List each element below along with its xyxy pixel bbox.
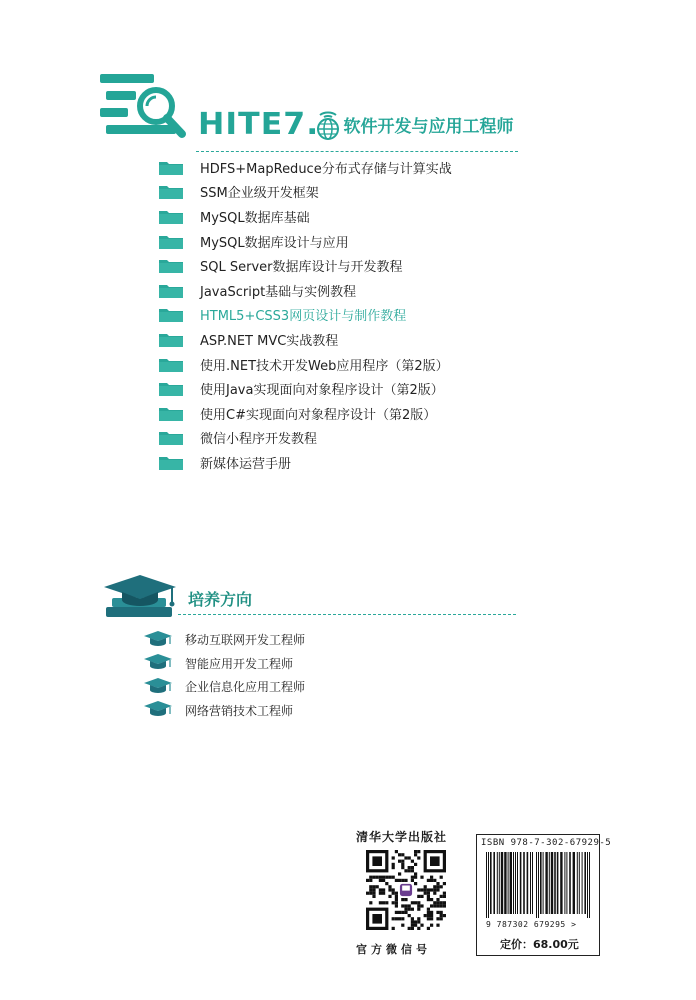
magnifier-books-icon xyxy=(100,72,188,142)
book-label: 使用.NET技术开发Web应用程序（第2版） xyxy=(200,358,449,374)
book-item xyxy=(158,155,578,180)
book-item xyxy=(158,450,578,475)
direction-title: 培养方向 xyxy=(188,590,253,609)
publisher-name: 清华大学出版社 xyxy=(356,830,448,844)
folder-icon xyxy=(158,380,184,397)
folder-icon xyxy=(158,454,184,471)
book-label: 使用C#实现面向对象程序设计（第2版） xyxy=(200,407,437,423)
book-item xyxy=(158,180,578,205)
graduation-cap-books-icon xyxy=(102,573,178,623)
barcode-icon xyxy=(486,852,590,918)
qr-caption: 官方微信号 xyxy=(356,943,431,956)
header-divider xyxy=(196,151,518,152)
barcode-digits: 9 787302 679295 > xyxy=(486,920,577,929)
book-item xyxy=(158,229,578,254)
direction-item xyxy=(143,699,305,723)
folder-icon xyxy=(158,405,184,422)
direction-label: 企业信息化应用工程师 xyxy=(185,680,306,695)
direction-list xyxy=(143,628,305,722)
book-label: 新媒体运营手册 xyxy=(200,456,292,472)
book-item xyxy=(158,204,578,229)
series-subtitle: 软件开发与应用工程师 xyxy=(343,116,514,137)
graduation-cap-icon xyxy=(143,653,173,673)
direction-item xyxy=(143,652,305,676)
book-item xyxy=(158,253,578,278)
folder-icon xyxy=(158,306,184,323)
direction-label: 智能应用开发工程师 xyxy=(185,656,294,671)
folder-icon xyxy=(158,257,184,274)
folder-icon xyxy=(158,282,184,299)
book-item xyxy=(158,401,578,426)
book-item xyxy=(158,376,578,401)
book-item xyxy=(158,352,578,377)
folder-icon xyxy=(158,183,184,200)
direction-item xyxy=(143,628,305,652)
book-label: ASP.NET MVC实战教程 xyxy=(200,333,339,349)
book-label: MySQL数据库基础 xyxy=(200,210,310,226)
isbn-text: ISBN 978-7-302-67929-5 xyxy=(481,838,612,848)
price-label: 定价：68.00元 xyxy=(500,938,579,951)
book-label: JavaScript基础与实例教程 xyxy=(200,284,357,300)
brand-name: HITE7. xyxy=(198,106,320,142)
folder-icon xyxy=(158,208,184,225)
book-label: HTML5+CSS3网页设计与制作教程 xyxy=(200,309,407,325)
direction-item xyxy=(143,675,305,699)
book-item xyxy=(158,278,578,303)
book-label: SSM企业级开发框架 xyxy=(200,186,319,202)
graduation-cap-icon xyxy=(143,700,173,720)
series-title xyxy=(198,104,514,144)
book-list xyxy=(158,155,578,475)
book-label: SQL Server数据库设计与开发教程 xyxy=(200,260,403,276)
direction-label: 移动互联网开发工程师 xyxy=(185,633,306,648)
book-item xyxy=(158,426,578,451)
book-label: 使用Java实现面向对象程序设计（第2版） xyxy=(200,383,444,399)
book-label: 微信小程序开发教程 xyxy=(200,432,318,448)
graduation-cap-icon xyxy=(143,677,173,697)
graduation-cap-icon xyxy=(143,630,173,650)
qr-code-icon xyxy=(366,850,446,930)
direction-divider xyxy=(178,614,516,615)
folder-icon xyxy=(158,159,184,176)
folder-icon xyxy=(158,356,184,373)
book-item xyxy=(158,327,578,352)
book-label: HDFS+MapReduce分布式存储与计算实战 xyxy=(200,161,452,177)
book-item xyxy=(158,303,578,328)
folder-icon xyxy=(158,233,184,250)
direction-label: 网络营销技术工程师 xyxy=(185,703,294,718)
folder-icon xyxy=(158,331,184,348)
book-label: MySQL数据库设计与应用 xyxy=(200,235,349,251)
folder-icon xyxy=(158,429,184,446)
